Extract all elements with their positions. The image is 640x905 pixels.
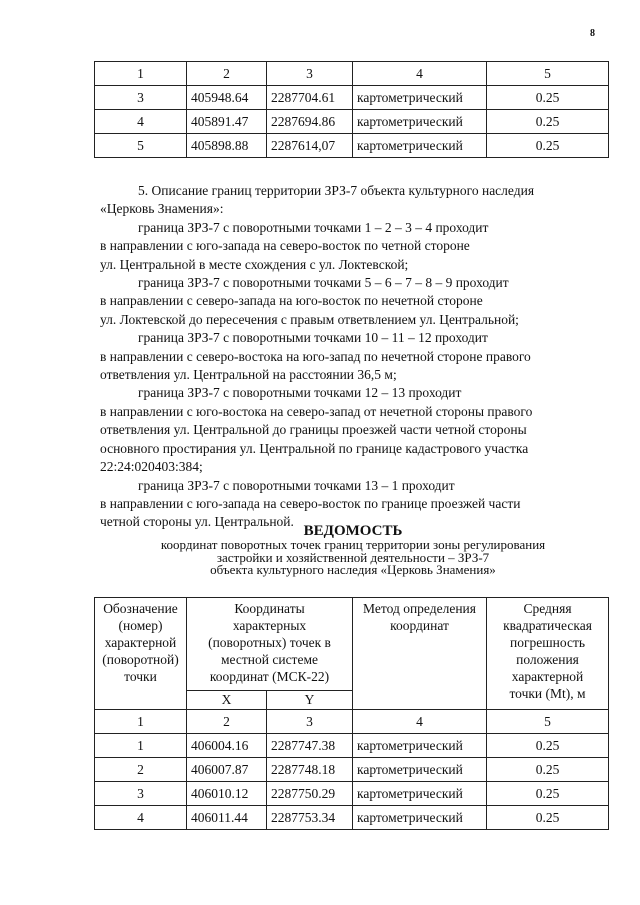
header-x: X (187, 691, 267, 710)
point-number: 3 (95, 782, 187, 806)
table-header-row (95, 598, 609, 691)
section-5-description (100, 182, 606, 532)
coord-x: 406004.16 (187, 734, 267, 758)
table-row (95, 110, 609, 134)
table-header-cell: 1 (95, 62, 187, 86)
point-number: 1 (95, 734, 187, 758)
coord-x: 406007.87 (187, 758, 267, 782)
coord-x: 405948.64 (187, 86, 267, 110)
table-row (95, 734, 609, 758)
coord-y: 2287753.34 (267, 806, 353, 830)
method: картометрический (353, 86, 487, 110)
boundary-paragraph: граница ЗРЗ-7 с поворотными точками 12 – 13 проходит в направлении с юго-востока на северо-запад от нечетной стороны правого ответвления ул. Центральной до границы проезжей части четной стороны основного простирания ул. Центральной по границе кадастрового участка 22:24:020403:384; (100, 385, 533, 475)
coord-x: 405898.88 (187, 134, 267, 158)
method: картометрический (353, 734, 487, 758)
point-number: 5 (95, 134, 187, 158)
method: картометрический (353, 806, 487, 830)
table-header-cell: 3 (267, 62, 353, 86)
point-number: 2 (95, 758, 187, 782)
index-cell: 1 (95, 710, 187, 734)
coord-y: 2287750.29 (267, 782, 353, 806)
coord-x: 405891.47 (187, 110, 267, 134)
header-method: Метод определения координат (353, 598, 487, 710)
coord-y: 2287614,07 (267, 134, 353, 158)
boundary-paragraph: граница ЗРЗ-7 с поворотными точками 13 – 1 проходит в направлении с юго-запада на северо-восток по границе проезжей части четной стороны ул. Центральной. (100, 477, 521, 530)
vedomost-subtitle-line: объекта культурного наследия «Церковь Знамения» (210, 562, 496, 577)
table-row (95, 806, 609, 830)
table-header-cell: 4 (353, 62, 487, 86)
index-cell: 5 (487, 710, 609, 734)
index-cell: 2 (187, 710, 267, 734)
coord-y: 2287748.18 (267, 758, 353, 782)
method: картометрический (353, 134, 487, 158)
section-heading: 5. Описание границ территории ЗРЗ-7 объекта культурного наследия «Церковь Знамения»: (100, 183, 535, 217)
error-mt: 0.25 (487, 758, 609, 782)
header-coordinates: Координаты характерных (поворотных) точек в местной системе координат (МСК-22) (187, 598, 353, 691)
index-cell: 3 (267, 710, 353, 734)
table-header-cell: 5 (487, 62, 609, 86)
table-row (95, 782, 609, 806)
vedomost-subtitle-line: застройки и хозяйственной деятельности – ЗРЗ-7 (216, 549, 490, 565)
error-mt: 0.25 (487, 734, 609, 758)
coordinates-table (94, 597, 609, 830)
point-number: 4 (95, 110, 187, 134)
table-row (95, 86, 609, 110)
boundary-paragraph: граница ЗРЗ-7 с поворотными точками 10 – 11 – 12 проходит в направлении с северо-востока на юго-запад по нечетной стороне правого ответвления ул. Центральной на расстоянии 36,5 м; (100, 330, 531, 383)
method: картометрический (353, 110, 487, 134)
coord-y: 2287747.38 (267, 734, 353, 758)
vedomost-title-block (100, 523, 606, 577)
coord-x: 406010.12 (187, 782, 267, 806)
coord-y: 2287704.61 (267, 86, 353, 110)
error-mt: 0.25 (487, 782, 609, 806)
boundary-paragraph: граница ЗРЗ-7 с поворотными точками 5 – 6 – 7 – 8 – 9 проходит в направлении с северо-запада на юго-восток по нечетной стороне ул. Локтевской до пересечения с правым ответвлением ул. Центральной; (100, 275, 519, 327)
coordinates-table-continuation (94, 61, 609, 158)
point-number: 3 (95, 86, 187, 110)
table-index-row (95, 710, 609, 734)
coord-y: 2287694.86 (267, 110, 353, 134)
page-number: 8 (590, 28, 595, 39)
table-row (95, 134, 609, 158)
error-mt: 0.25 (487, 134, 609, 158)
coord-x: 406011.44 (187, 806, 267, 830)
index-cell: 4 (353, 710, 487, 734)
header-y: Y (267, 691, 353, 710)
header-point-designation: Обозначение (номер) характерной (поворотной) точки (95, 598, 187, 710)
error-mt: 0.25 (487, 86, 609, 110)
method: картометрический (353, 782, 487, 806)
boundary-paragraph: граница ЗРЗ-7 с поворотными точками 1 – 2 – 3 – 4 проходит в направлении с юго-запада на северо-восток по четной стороне ул. Центральной в месте схождения с ул. Локтевской; (100, 219, 489, 272)
table-header-row (95, 62, 609, 86)
error-mt: 0.25 (487, 110, 609, 134)
header-mean-error: Средняя квадратическая погрешность положения характерной точки (Mt), м (487, 598, 609, 710)
method: картометрический (353, 758, 487, 782)
table-header-cell: 2 (187, 62, 267, 86)
error-mt: 0.25 (487, 806, 609, 830)
table-row (95, 758, 609, 782)
point-number: 4 (95, 806, 187, 830)
vedomost-subtitle-line: координат поворотных точек границ территории зоны регулирования (160, 537, 546, 552)
vedomost-title: ВЕДОМОСТЬ (303, 523, 403, 539)
